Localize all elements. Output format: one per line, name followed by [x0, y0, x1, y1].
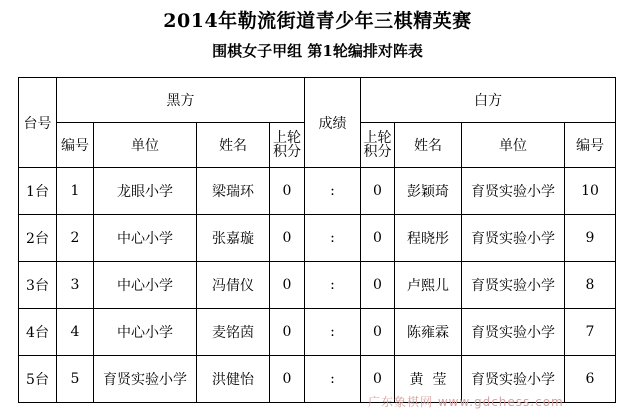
black-points-cell: 0 [270, 215, 305, 262]
black-unit-cell: 中心小学 [94, 215, 197, 262]
board-cell: 5台 [19, 356, 57, 403]
result-cell: : [305, 168, 361, 215]
page-subtitle: 围棋女子甲组 第1轮编排对阵表 [212, 42, 423, 60]
white-unit-cell: 育贤实验小学 [462, 262, 565, 309]
white-name-cell: 卢熙儿 [395, 262, 462, 309]
white-number-cell: 8 [565, 262, 616, 309]
col-result-header: 成绩 [305, 78, 361, 168]
white-number-header: 编号 [565, 123, 616, 168]
black-points-cell: 0 [270, 168, 305, 215]
black-unit-cell: 中心小学 [94, 262, 197, 309]
black-points-cell: 0 [270, 356, 305, 403]
table-row [19, 215, 616, 262]
white-unit-cell: 育贤实验小学 [462, 356, 565, 403]
white-unit-cell: 育贤实验小学 [462, 215, 565, 262]
white-number-cell: 6 [565, 356, 616, 403]
white-number-cell: 10 [565, 168, 616, 215]
white-unit-cell: 育贤实验小学 [462, 168, 565, 215]
white-name-cell: 陈雍霖 [395, 309, 462, 356]
white-number-cell: 7 [565, 309, 616, 356]
board-cell: 4台 [19, 309, 57, 356]
black-name-cell: 洪健怡 [197, 356, 270, 403]
white-points-cell: 0 [361, 168, 395, 215]
white-group-header: 白方 [361, 78, 616, 123]
black-unit-cell: 育贤实验小学 [94, 356, 197, 403]
table-row [19, 168, 616, 215]
black-number-cell: 4 [57, 309, 94, 356]
white-points-cell: 0 [361, 215, 395, 262]
board-cell: 1台 [19, 168, 57, 215]
black-name-cell: 张嘉璇 [197, 215, 270, 262]
black-number-cell: 2 [57, 215, 94, 262]
white-number-cell: 9 [565, 215, 616, 262]
white-name-cell: 程晓彤 [395, 215, 462, 262]
white-unit-cell: 育贤实验小学 [462, 309, 565, 356]
black-number-cell: 1 [57, 168, 94, 215]
page-title: 2014年勒流街道青少年三棋精英赛 [163, 10, 472, 32]
black-name-cell: 梁瑞环 [197, 168, 270, 215]
black-unit-cell: 中心小学 [94, 309, 197, 356]
white-name-header: 姓名 [395, 123, 462, 168]
result-cell: : [305, 215, 361, 262]
black-points-cell: 0 [270, 309, 305, 356]
black-number-cell: 5 [57, 356, 94, 403]
white-name-cell: 黄 莹 [395, 356, 462, 403]
white-unit-header: 单位 [462, 123, 565, 168]
black-name-cell: 麦铭茵 [197, 309, 270, 356]
result-cell: : [305, 356, 361, 403]
white-name-cell: 彭颖琦 [395, 168, 462, 215]
result-cell: : [305, 309, 361, 356]
result-cell: : [305, 262, 361, 309]
header-row-1 [19, 78, 616, 123]
black-name-cell: 冯倩仪 [197, 262, 270, 309]
black-unit-cell: 龙眼小学 [94, 168, 197, 215]
black-number-header: 编号 [57, 123, 94, 168]
black-unit-header: 单位 [94, 123, 197, 168]
white-points-cell: 0 [361, 356, 395, 403]
white-points-cell: 0 [361, 309, 395, 356]
pairing-table [18, 77, 616, 403]
black-name-header: 姓名 [197, 123, 270, 168]
watermark: 广东象棋网 www.gdchess.com [368, 395, 564, 409]
black-number-cell: 3 [57, 262, 94, 309]
white-points-cell: 0 [361, 262, 395, 309]
table-row [19, 262, 616, 309]
white-prev-points-header: 上轮 积分 [361, 123, 395, 168]
table-row [19, 309, 616, 356]
black-points-cell: 0 [270, 262, 305, 309]
board-cell: 2台 [19, 215, 57, 262]
board-cell: 3台 [19, 262, 57, 309]
black-prev-points-header: 上轮 积分 [270, 123, 305, 168]
black-group-header: 黑方 [57, 78, 305, 123]
col-board-header: 台号 [19, 78, 57, 168]
